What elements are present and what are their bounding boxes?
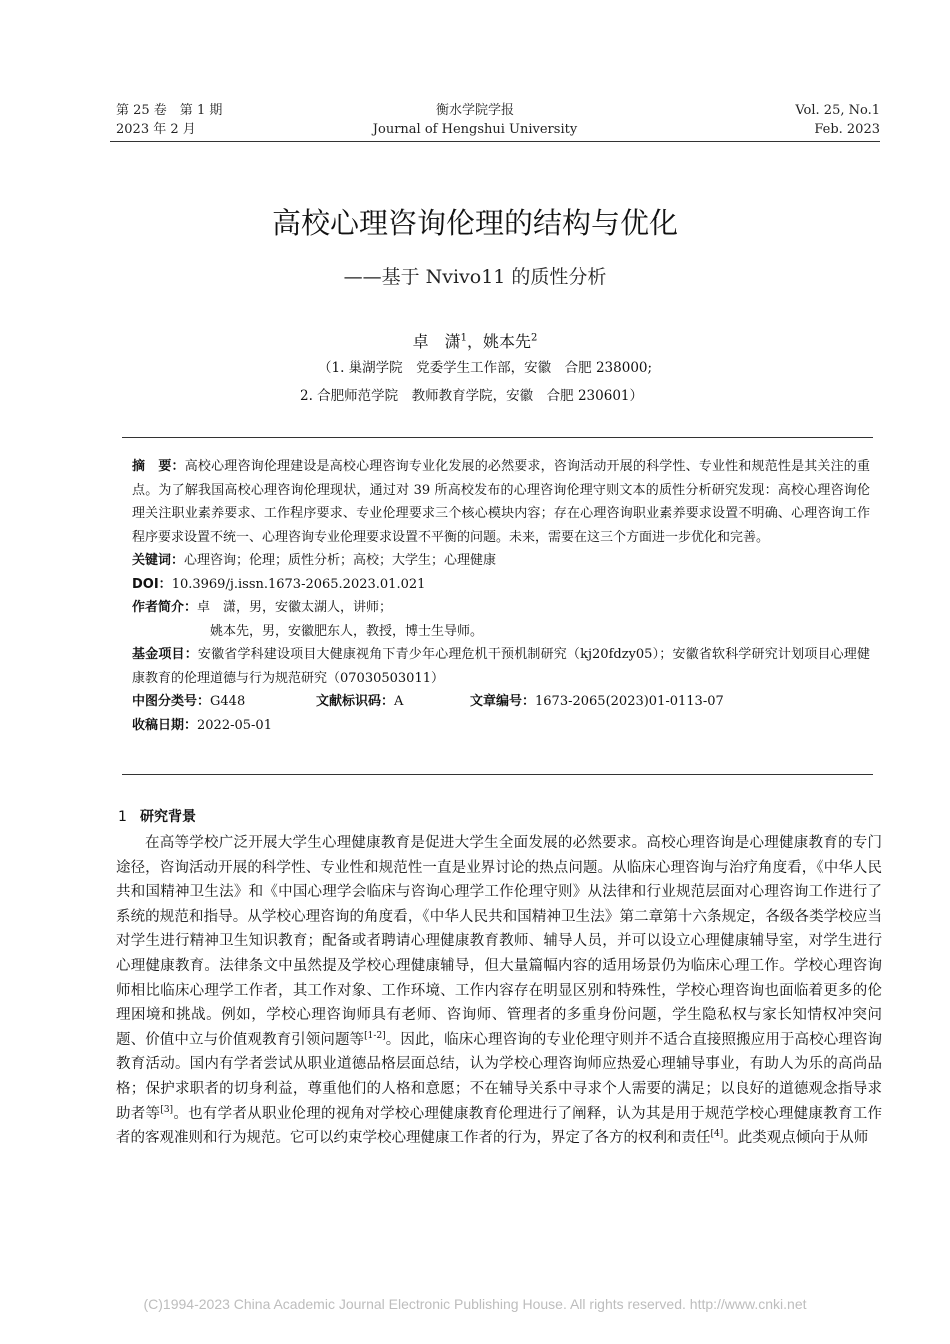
abstract-label: 摘 要： <box>132 459 185 474</box>
clc-group <box>132 690 316 714</box>
clc-value: G448 <box>210 694 246 709</box>
keywords <box>132 549 870 573</box>
abstract-bottom-rule <box>122 774 873 775</box>
copyright-footer: (C)1994-2023 China Academic Journal Electronic Publishing House. All rights reserved. http://www.cnki.net <box>143 1296 807 1312</box>
author-1: 卓 潇 <box>412 332 461 351</box>
classification-row <box>132 690 870 714</box>
citation-3[interactable]: [3] <box>160 1104 174 1115</box>
abstract-text: 高校心理咨询伦理建设是高校心理咨询专业化发展的必然要求，咨询活动开展的科学性、专业性和规范性是其关注的重点。为了解我国高校心理咨询伦理现状，通过对 39 所高校发布的心理咨询伦理守则文本的质性分析研究发现：高校心理咨询伦理关注职业素养要求、工作程序要求、专业伦理要求三个核心模块内容；存在心理咨询职业素养要求设置不明确、心理咨询工作程序要求设置不统一、心理咨询专业伦理要求设置不平衡的问题。未来，需要在这三个方面进一步优化和完善。 <box>132 459 870 545</box>
author-bio-row-2 <box>132 620 870 644</box>
citation-4[interactable]: [4] <box>710 1129 724 1140</box>
article-subtitle: ——基于 Nvivo11 的质性分析 <box>343 266 607 288</box>
citation-1-2[interactable]: [1-2] <box>364 1030 386 1041</box>
paragraph-part-4: 。此类观点倾向于从师 <box>723 1130 869 1147</box>
author-bio-1: 卓 潇，男，安徽太湖人，讲师； <box>197 600 393 615</box>
abstract-block <box>132 455 870 737</box>
section-1-number: 1 <box>118 809 127 825</box>
section-1-paragraph <box>116 831 882 1151</box>
funding-label: 基金项目： <box>132 647 198 662</box>
received-value: 2022-05-01 <box>197 717 272 733</box>
article-no-group <box>470 690 724 714</box>
header-vol-no: Vol. 25, No.1 <box>795 103 880 118</box>
author-2-affil-mark: 2 <box>531 332 538 344</box>
received-label: 收稿日期： <box>132 717 198 733</box>
header-journal <box>355 101 595 139</box>
article-no-value: 1673-2065(2023)01-0113-07 <box>535 694 724 709</box>
header-volume-en <box>700 101 880 139</box>
doi <box>132 573 870 597</box>
article-title: 高校心理咨询伦理的结构与优化 <box>271 206 678 240</box>
doc-code-value: A <box>394 694 404 709</box>
header-journal-cn: 衡水学院学报 <box>435 103 514 118</box>
header-journal-en: Journal of Hengshui University <box>372 122 578 137</box>
section-1-title: 研究背景 <box>140 809 196 825</box>
received-date <box>132 714 870 738</box>
affiliation-2: 2. 合肥师范学院 教师教育学院，安徽 合肥 230601） <box>300 388 643 404</box>
author-separator: ， <box>466 332 483 351</box>
author-line <box>0 330 950 354</box>
paragraph-part-3: 。也有学者从职业伦理的视角对学校心理健康教育伦理进行了阐释，认为其是用于规范学校心理健康教育工作者的客观准则和行为规范。它可以约束学校心理健康工作者的行为，界定了各方的权利和责任 <box>116 1105 882 1147</box>
header-volume: 第 25 卷 第 1 期 <box>116 103 223 118</box>
paragraph-part-2: 。因此，临床心理咨询的专业伦理守则并不适合直接照搬应用于高校心理咨询教育活动。国内有学者尝试从职业道德品格层面总结，认为学校心理咨询师应热爱心理辅导事业，有助人为乐的高尚品格；保护求职者的切身利益，尊重他们的人格和意愿；不在辅导关系中寻求个人需要的满足；以良好的道德观念指导求助者等 <box>116 1031 883 1122</box>
clc-label: 中图分类号： <box>132 694 211 709</box>
author-bio <box>132 596 870 620</box>
keywords-text: 心理咨询；伦理；质性分析；高校；大学生；心理健康 <box>184 553 497 568</box>
doc-code-group <box>316 690 470 714</box>
doi-value: 10.3969/j.issn.1673-2065.2023.01.021 <box>171 576 426 592</box>
affiliation-1: （1. 巢湖学院 党委学生工作部，安徽 合肥 238000; <box>318 360 653 376</box>
section-1-heading <box>118 806 196 828</box>
doi-label: DOI： <box>132 576 172 592</box>
keywords-label: 关键词： <box>132 553 185 568</box>
paragraph-part-1: 在高等学校广泛开展大学生心理健康教育是促进大学生全面发展的必然要求。高校心理咨询是心理健康教育的专门途径，咨询活动开展的科学性、专业性和规范性一直是业界讨论的热点问题。从临床心理咨询与治疗角度看，《中华人民共和国精神卫生法》和《中国心理学会临床与咨询心理学工作伦理守则》从法律和行业规范层面对心理咨询工作进行了系统的规范和指导。从学校心理咨询的角度看，《中华人民共和国精神卫生法》第二章第十六条规定，各级各类学校应当对学生进行精神卫生知识教育；配备或者聘请心理健康教育教师、辅导人员，并可以设立心理健康辅导室，对学生进行心理健康教育。法律条文中虽然提及学校心理健康辅导，但大量篇幅内容的适用场景仍为临床心理工作。学校心理咨询师相比临床心理学工作者，其工作对象、工作环境、工作内容存在明显区别和特殊性，学校心理咨询也面临着更多的伦理困境和挑战。例如，学校心理咨询师具有老师、咨询师、管理者的多重身份问题，学生隐私权与家长知情权冲突问题、价值中立与价值观教育引领问题等 <box>116 835 882 1048</box>
header-rule <box>110 141 880 142</box>
funding <box>132 643 870 690</box>
doc-code-label: 文献标识码： <box>316 694 395 709</box>
author-bio-label: 作者简介： <box>132 600 198 615</box>
funding-text: 安徽省学科建设项目大健康视角下青少年心理危机干预机制研究（kj20fdzy05）；安徽省软科学研究计划项目心理健康教育的伦理道德与行为规范研究（07030503011） <box>132 647 870 686</box>
abstract <box>132 455 870 549</box>
header-date: 2023 年 2 月 <box>116 122 196 137</box>
header-volume-issue <box>116 101 276 139</box>
article-no-label: 文章编号： <box>470 694 536 709</box>
abstract-top-rule <box>122 437 873 438</box>
header-date-en: Feb. 2023 <box>814 122 880 137</box>
author-2: 姚本先 <box>483 332 532 351</box>
author-bio-2: 姚本先，男，安徽肥东人，教授，博士生导师。 <box>210 623 484 639</box>
author-1-affil-mark: 1 <box>460 332 467 344</box>
